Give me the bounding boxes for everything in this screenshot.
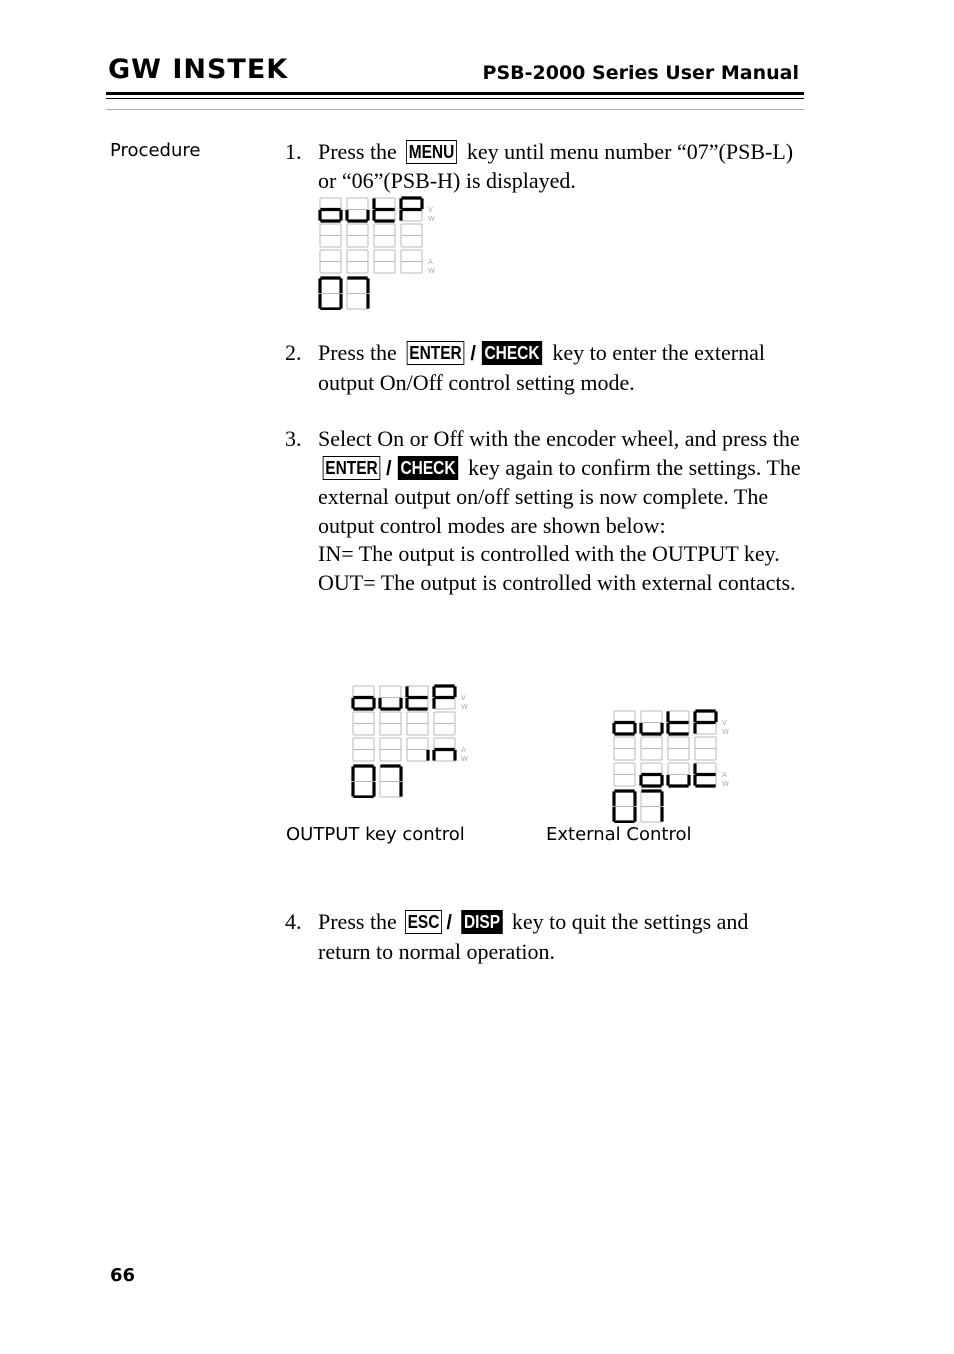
lcd-digit xyxy=(347,198,368,221)
key-separator: / xyxy=(386,457,392,480)
step-3 xyxy=(285,425,805,597)
lcd-digit xyxy=(347,224,368,247)
lcd-digit xyxy=(641,737,662,760)
lcd-digit xyxy=(320,198,341,221)
brand-logo: GW INSTEK xyxy=(108,54,289,85)
lcd-digit xyxy=(641,763,662,786)
lcd-menu-digit xyxy=(614,791,635,822)
lcd-menu-digit xyxy=(353,766,374,797)
check-key: CHECK xyxy=(482,341,542,365)
lcd-digit xyxy=(353,712,374,735)
enter-key: ENTER xyxy=(323,456,381,480)
lcd-menu-digit xyxy=(380,766,401,797)
page-number: 66 xyxy=(110,1265,136,1286)
lcd-digit xyxy=(434,686,455,709)
mode-out-description: OUT= The output is controlled with external contacts. xyxy=(318,569,796,595)
lcd-digit xyxy=(380,686,401,709)
lcd-digit xyxy=(407,686,428,709)
lcd-digit xyxy=(614,763,635,786)
lcd-digit xyxy=(380,738,401,761)
lcd-digit xyxy=(320,224,341,247)
header-rule xyxy=(106,92,804,95)
step-text: Press the xyxy=(318,909,397,934)
step-number: 3. xyxy=(285,426,302,451)
unit-label: W xyxy=(428,215,435,223)
lcd-digit xyxy=(374,250,395,273)
esc-key: ESC xyxy=(405,910,442,934)
lcd-digit xyxy=(695,711,716,734)
lcd-digit xyxy=(695,737,716,760)
lcd-digit xyxy=(668,737,689,760)
lcd-digit xyxy=(374,224,395,247)
step-number: 1. xyxy=(285,139,302,164)
step-number: 2. xyxy=(285,340,302,365)
lcd-menu-digit xyxy=(347,278,368,309)
lcd-digit xyxy=(380,712,401,735)
step-4 xyxy=(285,908,805,966)
step-text: Press the xyxy=(318,340,397,365)
lcd-digit xyxy=(320,250,341,273)
disp-key: DISP xyxy=(462,910,503,934)
lcd-digit xyxy=(353,686,374,709)
caption-output-key-control: OUTPUT key control xyxy=(286,824,465,845)
key-separator: / xyxy=(470,343,476,365)
step-text: Press the xyxy=(318,139,397,164)
lcd-digit xyxy=(407,738,428,761)
unit-label: A xyxy=(461,746,466,754)
lcd-digit xyxy=(614,711,635,734)
step-text: Select On or Off with the encoder wheel, and press the xyxy=(318,426,800,451)
lcd-digit xyxy=(353,738,374,761)
lcd-menu-digit xyxy=(641,791,662,822)
caption-external-control: External Control xyxy=(546,824,692,845)
external-control-display xyxy=(612,709,742,823)
mode-in-description: IN= The output is controlled with the OUTPUT key. xyxy=(318,541,780,566)
enter-key: ENTER xyxy=(407,341,465,365)
lcd-digit xyxy=(401,198,422,221)
unit-label: V xyxy=(722,719,727,727)
output-key-display xyxy=(351,684,481,798)
step-2 xyxy=(285,339,805,397)
header-rule-secondary xyxy=(106,98,804,99)
step-text: key to quit the settings and return to normal operation. xyxy=(318,909,749,964)
lcd-digit xyxy=(695,763,716,786)
step-text: key again to confirm the settings. The external output on/off setting is now complete. The output control modes are shown below: xyxy=(318,454,801,538)
lcd-digit xyxy=(374,198,395,221)
unit-label: W xyxy=(722,728,729,736)
step-text: key until menu number “07”(PSB-L) or “06”(PSB-H) is displayed. xyxy=(318,139,794,193)
lcd-digit xyxy=(407,712,428,735)
menu-display xyxy=(318,196,448,310)
lcd-digit xyxy=(401,224,422,247)
lcd-digit xyxy=(401,250,422,273)
lcd-digit xyxy=(434,738,455,761)
unit-label: W xyxy=(722,780,729,788)
unit-label: A xyxy=(722,771,727,779)
unit-label: W xyxy=(461,755,468,763)
menu-key: MENU xyxy=(406,140,457,164)
lcd-digit xyxy=(347,250,368,273)
procedure-label: Procedure xyxy=(110,140,201,161)
unit-label: V xyxy=(428,206,433,214)
lcd-digit xyxy=(434,712,455,735)
step-text: key to enter the external output On/Off control setting mode. xyxy=(318,340,765,395)
unit-label: W xyxy=(428,267,435,275)
unit-label: A xyxy=(428,258,433,266)
step-number: 4. xyxy=(285,909,302,934)
check-key: CHECK xyxy=(397,456,457,480)
unit-label: V xyxy=(461,694,466,702)
manual-title: PSB-2000 Series User Manual xyxy=(482,62,799,84)
lcd-digit xyxy=(614,737,635,760)
lcd-menu-digit xyxy=(320,278,341,309)
lcd-digit xyxy=(641,711,662,734)
step-1 xyxy=(285,138,805,195)
key-separator: / xyxy=(446,912,452,934)
unit-label: W xyxy=(461,703,468,711)
lcd-digit xyxy=(668,711,689,734)
header-rule-thin xyxy=(106,109,804,110)
lcd-digit xyxy=(668,763,689,786)
